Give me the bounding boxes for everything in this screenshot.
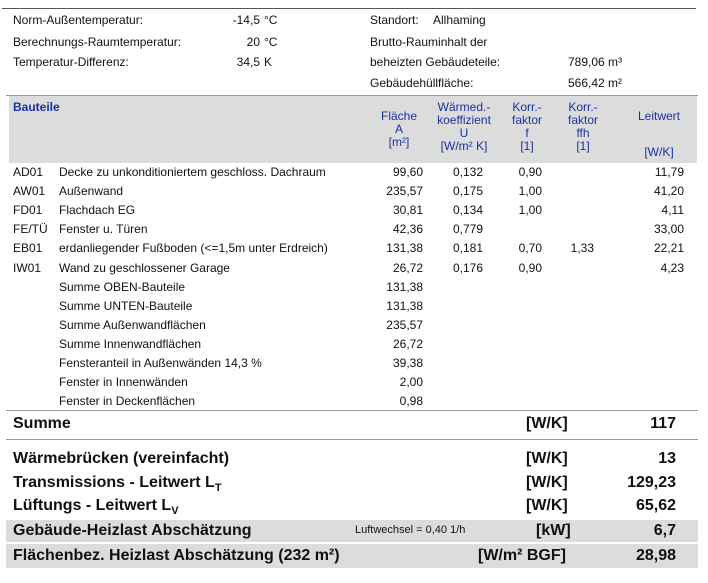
cell-name: Summe UNTEN-Bauteile [59,298,193,313]
rows-bottom-rule [6,410,698,411]
raum-temp-unit: °C [264,35,278,49]
norm-temp-unit: °C [264,13,278,27]
cell-name: Summe Außenwandflächen [59,317,206,332]
header-bauteile: Bauteile [13,100,60,114]
header-korrfaktor-ffh: Korr.- faktor ffh [1] [567,100,598,153]
temp-diff-unit: K [264,55,273,69]
summe-value: 117 [650,415,676,432]
cell-name: Fenster u. Türen [59,222,148,237]
heizlast-label: Gebäude-Heizlast Abschätzung [13,522,252,539]
lueftung-value: 65,62 [635,497,676,514]
cell-name: Flachdach EG [59,203,136,218]
cell-code: AW01 [13,184,46,199]
cell-a: 42,36 [392,222,423,237]
brutto-label-line1: Brutto-Rauminhalt der [370,35,488,49]
cell-lw: 22,21 [653,241,684,256]
cell-lw: 4,23 [660,260,684,275]
standort-value: Allhaming [433,13,486,27]
cell-a: 30,81 [392,203,423,218]
cell-f: 1,00 [518,184,542,199]
cell-a: 39,38 [392,356,423,370]
temp-diff-value: 34,5 [236,55,260,69]
cell-a: 99,60 [392,165,423,179]
norm-temp-value: -14,5 [232,13,260,27]
cell-a: 0,98 [399,394,423,409]
flaechenbez-value: 28,98 [635,547,676,564]
cell-u: 0,176 [452,260,483,275]
standort-label: Standort: [370,13,419,27]
cell-f: 0,90 [518,165,542,179]
summe-label: Summe [13,415,71,432]
cell-lw: 4,11 [661,203,684,218]
brutto-label-line2: beheizten Gebäudeteile: [370,55,501,69]
cell-code: FE/TÜ [13,222,48,237]
cell-name: Fensteranteil in Außenwänden 14,3 % [59,356,262,370]
cell-lw: 33,00 [653,222,684,237]
header-leitwert: Leitwert [637,109,681,123]
header-flaeche: Fläche A [m²] [380,109,418,149]
cell-name: Decke zu unkonditioniertem geschloss. Dachraum [59,165,326,179]
luftwechsel-note: Luftwechsel = 0,40 1/h [355,524,466,536]
cell-a: 131,38 [386,298,423,313]
flaechenbez-unit: [W/m² BGF] [478,547,566,564]
cell-a: 235,57 [386,184,423,199]
waermebruecken-label: Wärmebrücken (vereinfacht) [13,450,230,467]
cell-f: 0,70 [518,241,542,256]
cell-a: 26,72 [392,336,423,351]
raum-temp-label: Berechnungs-Raumtemperatur: [13,35,182,49]
transmission-value: 129,23 [627,474,676,491]
raum-temp-value: 20 [246,35,260,49]
cell-name: Fenster in Innenwänden [59,375,188,390]
summe-unit: [W/K] [526,415,568,432]
cell-code: AD01 [13,165,44,179]
cell-lw: 41,20 [653,184,684,199]
transmission-unit: [W/K] [526,474,568,491]
waermebruecken-value: 13 [658,450,676,467]
cell-u: 0,779 [452,222,483,237]
heizlast-value: 6,7 [653,522,676,539]
cell-name: Wand zu geschlossener Garage [59,260,230,275]
cell-name: Summe Innenwandflächen [59,336,202,351]
cell-code: FD01 [13,203,43,218]
cell-u: 0,132 [452,165,483,179]
cell-code: EB01 [13,241,43,256]
waermebruecken-unit: [W/K] [526,450,568,467]
cell-a: 131,38 [386,241,423,256]
cell-name: Außenwand [59,184,124,199]
summe-rule [6,439,698,440]
transmission-label: Transmissions - Leitwert $L_T$ [13,474,222,495]
header-waermekoeffizient: Wärmed.- koeffizient U [W/m² K] [437,100,491,153]
cell-f: 1,00 [518,203,542,218]
cell-u: 0,175 [452,184,483,199]
temp-diff-label: Temperatur-Differenz: [13,55,129,69]
cell-code: IW01 [13,260,42,275]
cell-a: 2,00 [399,375,423,390]
heizlast-unit: [kW] [536,522,571,539]
cell-ffh: 1,33 [570,241,594,256]
flaechenbez-label: Flächenbez. Heizlast Abschätzung (232 m²) [13,547,340,564]
cell-name: Summe OBEN-Bauteile [59,279,186,294]
cell-a: 131,38 [386,279,423,294]
lueftung-label: Lüftungs - Leitwert $L_V$ [13,497,179,518]
cell-u: 0,181 [452,241,483,256]
huell-label: Gebäudehüllfläche: [370,76,474,90]
cell-u: 0,134 [452,203,483,218]
cell-name: erdanliegender Fußboden (<=1,5m unter Erdreich) [59,241,328,256]
cell-a: 26,72 [392,260,423,275]
header-korrfaktor-f: Korr.- faktor f [1] [511,100,542,153]
cell-lw: 11,79 [654,165,684,179]
brutto-value: 789,06 m³ [568,55,623,69]
huell-value: 566,42 m² [568,76,623,90]
top-border [2,8,696,9]
cell-a: 235,57 [386,317,423,332]
table-header [9,96,697,163]
lueftung-unit: [W/K] [526,497,568,514]
cell-f: 0,90 [518,260,542,275]
header-leitwert-unit: [W/K] [644,145,674,159]
norm-temp-label: Norm-Außentemperatur: [13,13,144,27]
cell-name: Fenster in Deckenflächen [59,394,196,409]
